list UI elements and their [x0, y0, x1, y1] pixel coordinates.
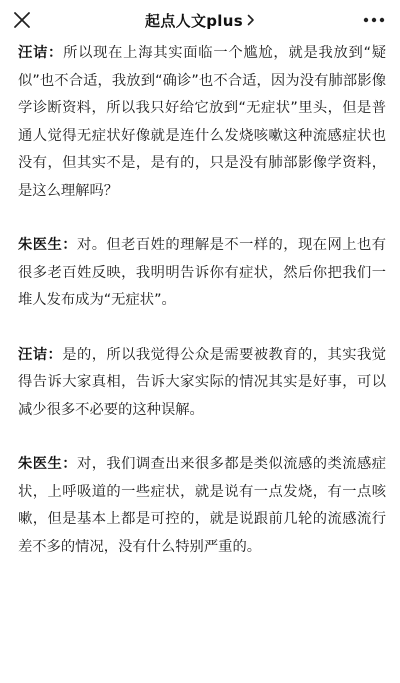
chevron-right-icon	[247, 14, 255, 26]
paragraph-text: 所以现在上海其实面临一个尴尬，就是我放到“疑似”也不合适，我放到“确诊”也不合适，因为没有肺部影像学诊断资料，所以我只好给它放到“无症状”里头，但是普通人觉得无症状好像就是连什么发烧咳嗽这种流感症状也没有，但其实不是，是有的，只是没有肺部影像学资料，是这么理解吗？	[18, 45, 387, 199]
more-horizontal-icon	[363, 17, 385, 23]
top-navigation-bar	[0, 0, 400, 40]
paragraph-text: 对，我们调查出来很多都是类似流感的类流感症状，上呼吸道的一些症状，就是说有一点发烧，有一点咳嗽，但是基本上都是可控的，就是说跟前几轮的流感流行差不多的情况，没有什么特别严重的。	[18, 456, 387, 555]
paragraph-text: 对。但老百姓的理解是不一样的，现在网上也有很多老百姓反映，我明明告诉你有症状，然后你把我们一堆人发布成为“无症状”。	[18, 237, 387, 308]
close-icon	[13, 11, 31, 29]
more-options-button[interactable]	[360, 8, 388, 32]
dialogue-paragraph	[18, 40, 386, 205]
speaker-label: 朱医生：	[18, 237, 77, 253]
page-title: 起点人文plus	[145, 11, 243, 30]
close-button[interactable]	[10, 8, 34, 32]
paragraph-text: 是的，所以我觉得公众是需要被教育的，其实我觉得告诉大家真相，告诉大家实际的情况其实是好事，可以减少很多不必要的这种误解。	[18, 346, 387, 418]
speaker-label: 汪诘：	[18, 45, 64, 61]
dialogue-paragraph	[18, 342, 386, 425]
dialogue-paragraph	[18, 232, 386, 315]
dialogue-paragraph	[18, 451, 386, 561]
account-title-link[interactable]	[145, 10, 255, 31]
article-body	[0, 40, 400, 561]
speaker-label: 汪诘：	[18, 346, 63, 363]
speaker-label: 朱医生：	[18, 456, 77, 472]
